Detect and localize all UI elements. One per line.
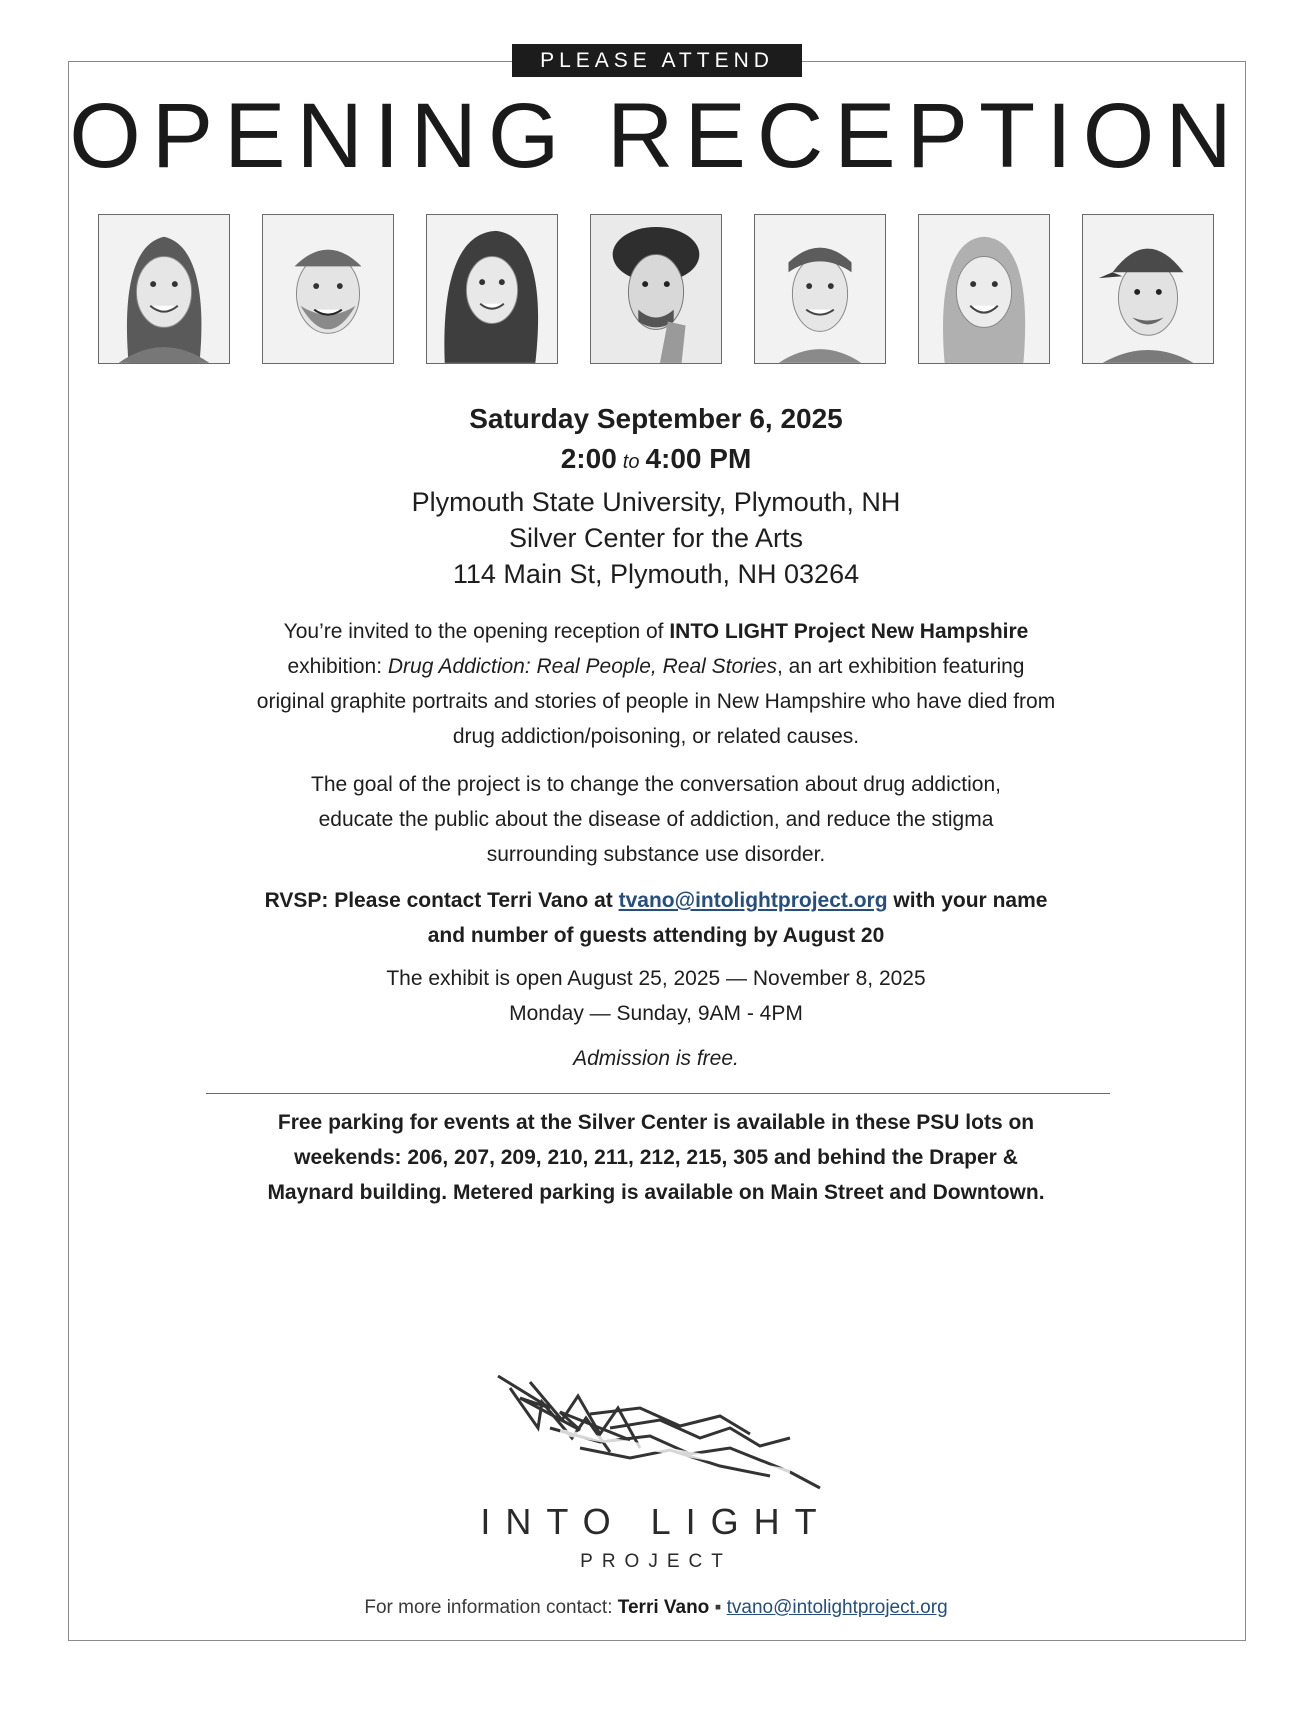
rsvp-paragraph — [0, 883, 1312, 953]
hours-paragraph — [0, 961, 1312, 1031]
portrait-row — [98, 214, 1218, 366]
portrait-man-curly-hair-icon — [590, 214, 722, 364]
exhibition-description: , an art exhibition featuring original graphite portraits and stories of people in New Hampshire who have died from drug addiction/poisoning, or related causes. — [256, 655, 1056, 748]
rsvp-email-link[interactable]: tvano@intolightproject.org — [618, 889, 888, 912]
event-date: Saturday September 6, 2025 — [469, 403, 843, 434]
into-light-logo-icon — [490, 1368, 835, 1498]
portrait-woman-long-hair-icon — [98, 214, 230, 364]
footer-email-link[interactable]: tvano@intolightproject.org — [726, 1597, 948, 1618]
time-end: 4:00 PM — [645, 443, 752, 474]
exhibit-days: Monday — Sunday, 9AM - 4PM — [509, 1002, 803, 1025]
rsvp-line2: and number of guests attending by August 20 — [427, 924, 885, 947]
portrait-man-baseball-cap-icon — [1082, 214, 1214, 364]
admission-note: Admission is free. — [573, 1047, 739, 1070]
event-venue — [0, 484, 1312, 592]
footer-contact — [0, 1595, 1312, 1621]
rsvp-suffix: with your name — [887, 889, 1048, 912]
page-title: OPENING RECEPTION — [69, 85, 1243, 187]
parking-line: Maynard building. Metered parking is available on Main Street and Downtown. — [267, 1181, 1045, 1204]
logo-wordmark: INTO LIGHT — [480, 1501, 832, 1542]
portrait-woman-headband-icon — [754, 214, 886, 364]
invite-intro: You’re invited to the opening reception of — [283, 620, 670, 643]
footer-separator: ▪ — [714, 1597, 722, 1618]
parking-paragraph — [0, 1105, 1312, 1210]
parking-line: weekends: 206, 207, 209, 210, 211, 212, 215, 305 and behind the Draper & — [294, 1146, 1018, 1169]
event-time — [0, 440, 1312, 481]
project-name: INTO LIGHT Project New Hampshire — [669, 620, 1029, 643]
venue-line: 114 Main St, Plymouth, NH 03264 — [452, 559, 860, 589]
rsvp-prefix: RVSP: Please contact Terri Vano at — [264, 889, 619, 912]
logo-subtitle: PROJECT — [580, 1551, 732, 1572]
parking-line: Free parking for events at the Silver Center is available in these PSU lots on — [277, 1111, 1035, 1134]
portrait-girl-smiling-icon — [918, 214, 1050, 364]
exhibition-prefix: exhibition: — [287, 655, 388, 678]
portrait-man-cap-beard-icon — [262, 214, 394, 364]
goal-line: The goal of the project is to change the conversation about drug addiction, — [311, 773, 1001, 796]
footer-prefix: For more information contact: — [364, 1597, 618, 1618]
goal-line: educate the public about the disease of addiction, and reduce the stigma — [318, 808, 994, 831]
goal-line: surrounding substance use disorder. — [486, 843, 826, 866]
please-attend-badge: PLEASE ATTEND — [512, 44, 802, 77]
exhibit-dates: The exhibit is open August 25, 2025 — November 8, 2025 — [386, 967, 926, 990]
divider — [206, 1093, 1110, 1094]
invite-paragraph — [0, 614, 1312, 754]
portrait-young-woman-icon — [426, 214, 558, 364]
footer-contact-name: Terri Vano — [617, 1597, 710, 1618]
venue-line: Plymouth State University, Plymouth, NH — [411, 487, 901, 517]
time-start: 2:00 — [560, 443, 617, 474]
goal-paragraph — [0, 767, 1312, 872]
exhibition-title: Drug Addiction: Real People, Real Stories — [387, 655, 777, 678]
time-to: to — [622, 451, 640, 473]
venue-line: Silver Center for the Arts — [508, 523, 804, 553]
